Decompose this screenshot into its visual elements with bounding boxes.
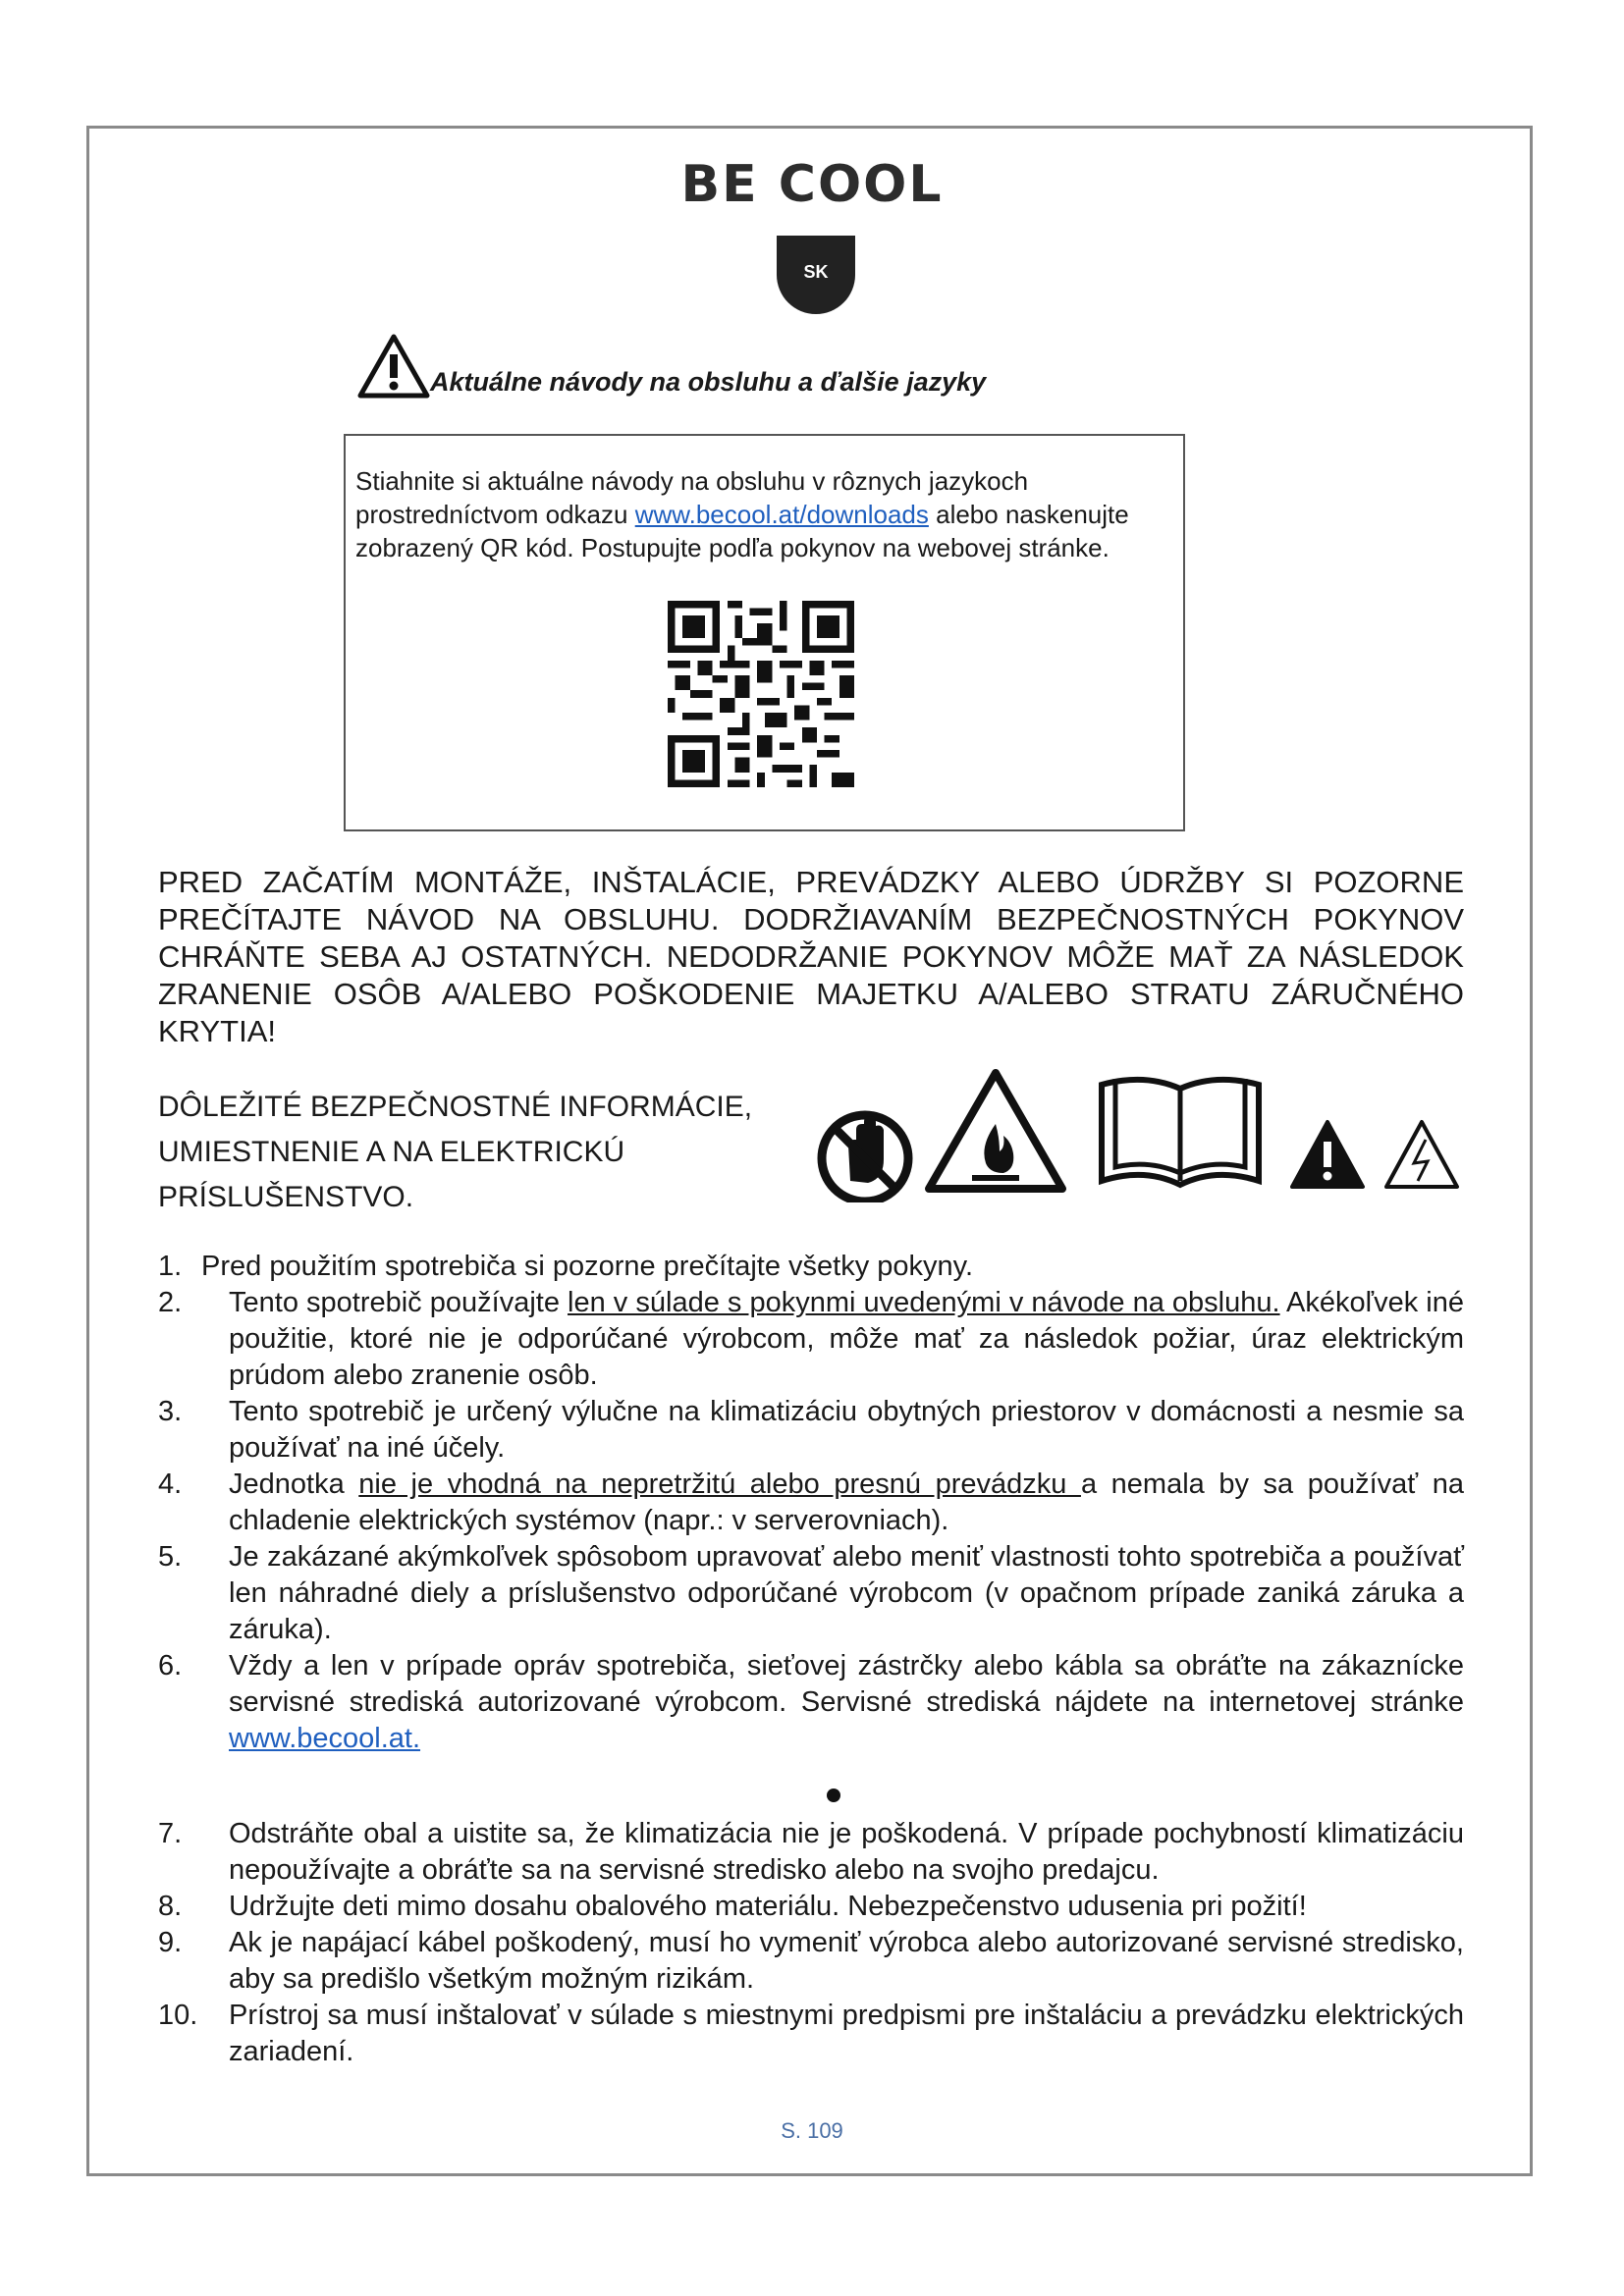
list-item: 8. Udržujte deti mimo dosahu obalového materiálu. Nebezpečenstvo udusenia pri požití! bbox=[158, 1891, 1307, 1922]
list-item: 6. Vždy a len v prípade opráv spotrebiča, sieťovej zástrčky alebo kábla sa obráťte na zákaznícke servisné strediská autorizované výrobcom. Servisné strediská nájdete na internetovej stránke www.becool.at. bbox=[158, 1650, 1464, 1754]
safety-pictograms bbox=[811, 1065, 1469, 1202]
electric-shock-icon bbox=[1386, 1122, 1457, 1187]
warning-triangle-icon bbox=[357, 333, 430, 400]
downloads-heading-text: Aktuálne návody na obsluhu a ďalšie jazyky bbox=[430, 367, 987, 397]
safety-instructions-list-continued bbox=[158, 1816, 1464, 2070]
flammable-icon bbox=[929, 1073, 1062, 1189]
safety-warning-caps: PRED ZAČATÍM MONTÁŽE, INŠTALÁCIE, PREVÁDZKY ALEBO ÚDRŽBY SI POZORNE PREČÍTAJTE NÁVOD NA OBSLUHU. DODRŽIAVANÍM BEZPEČNOSTNÝCH POKYNOV CHRÁŇTE SEBA AJ OSTATNÝCH. NEDODRŽANIE POKYNOV MÔŽE MAŤ ZA NÁSLEDOK ZRANENIE OSÔB A/ALEBO POŠKODENIE MAJETKU A/ALEBO STRATU ZÁRUČNÉHO KRYTIA! bbox=[158, 865, 1464, 1048]
list-item: 9. Ak je napájací kábel poškodený, musí ho vymeniť výrobca alebo autorizované servisné stredisko, aby sa predišlo všetkým možným rizikám. bbox=[158, 1927, 1464, 1995]
caution-icon bbox=[1292, 1122, 1363, 1187]
downloads-heading bbox=[357, 321, 986, 400]
qr-code[interactable] bbox=[668, 601, 854, 787]
downloads-text: Stiahnite si aktuálne návody na obsluhu v rôznych jazykoch prostredníctvom odkazu www.becool.at/downloads alebo naskenujte zobrazený QR kód. Postupujte podľa pokynov na webovej stránke. bbox=[355, 466, 1129, 562]
list-item: 3. Tento spotrebič je určený výlučne na klimatizáciu obytných priestorov v domácnosti a nesmie sa používať na iné účely. bbox=[158, 1396, 1464, 1464]
list-item: 4. Jednotka nie je vhodná na nepretržitú alebo presnú prevádzku a nemala by sa používať na chladenie elektrických systémov (napr.: v serverovniach). bbox=[158, 1468, 1464, 1536]
read-manual-icon bbox=[1102, 1079, 1259, 1185]
list-item: 1. Pred použitím spotrebiča si pozorne prečítajte všetky pokyny. bbox=[158, 1251, 974, 1282]
safety-instructions-list bbox=[158, 1249, 1464, 1757]
list-item: 7. Odstráňte obal a uistite sa, že klimatizácia nie je poškodená. V prípade pochybností klimatizáciu nepoužívajte a obráťte sa na servisné stredisko alebo na svojho predajcu. bbox=[158, 1818, 1464, 1886]
important-info-heading: DÔLEŽITÉ BEZPEČNOSTNÉ INFORMÁCIE, UMIESTNENIE A NA ELEKTRICKÚ PRÍSLUŠENSTVO. bbox=[158, 1091, 753, 1213]
bullet-dot bbox=[827, 1789, 840, 1802]
no-touch-icon bbox=[822, 1115, 908, 1201]
becool-website-link[interactable]: www.becool.at. bbox=[229, 1723, 421, 1754]
brand-logo: BE COOL bbox=[680, 155, 944, 214]
list-item: 2. Tento spotrebič používajte len v súlade s pokynmi uvedenými v návode na obsluhu. Akékoľvek iné použitie, ktoré nie je odporúčané výrobcom, môže mať za následok požiar, úraz elektrickým prúdom alebo zranenie osôb. bbox=[158, 1287, 1464, 1391]
list-item: 10. Prístroj sa musí inštalovať v súlade s miestnymi predpismi pre inštaláciu a prevádzku elektrických zariadení. bbox=[158, 2000, 1464, 2067]
downloads-link[interactable]: www.becool.at/downloads bbox=[634, 500, 929, 529]
page-number: S. 109 bbox=[781, 2118, 843, 2143]
language-badge: SK bbox=[777, 236, 855, 314]
list-item: 5. Je zakázané akýmkoľvek spôsobom upravovať alebo meniť vlastnosti tohto spotrebiča a používať len náhradné diely a príslušenstvo odporúčané výrobcom (v opačnom prípade zaniká záruka a záruka). bbox=[158, 1541, 1464, 1645]
